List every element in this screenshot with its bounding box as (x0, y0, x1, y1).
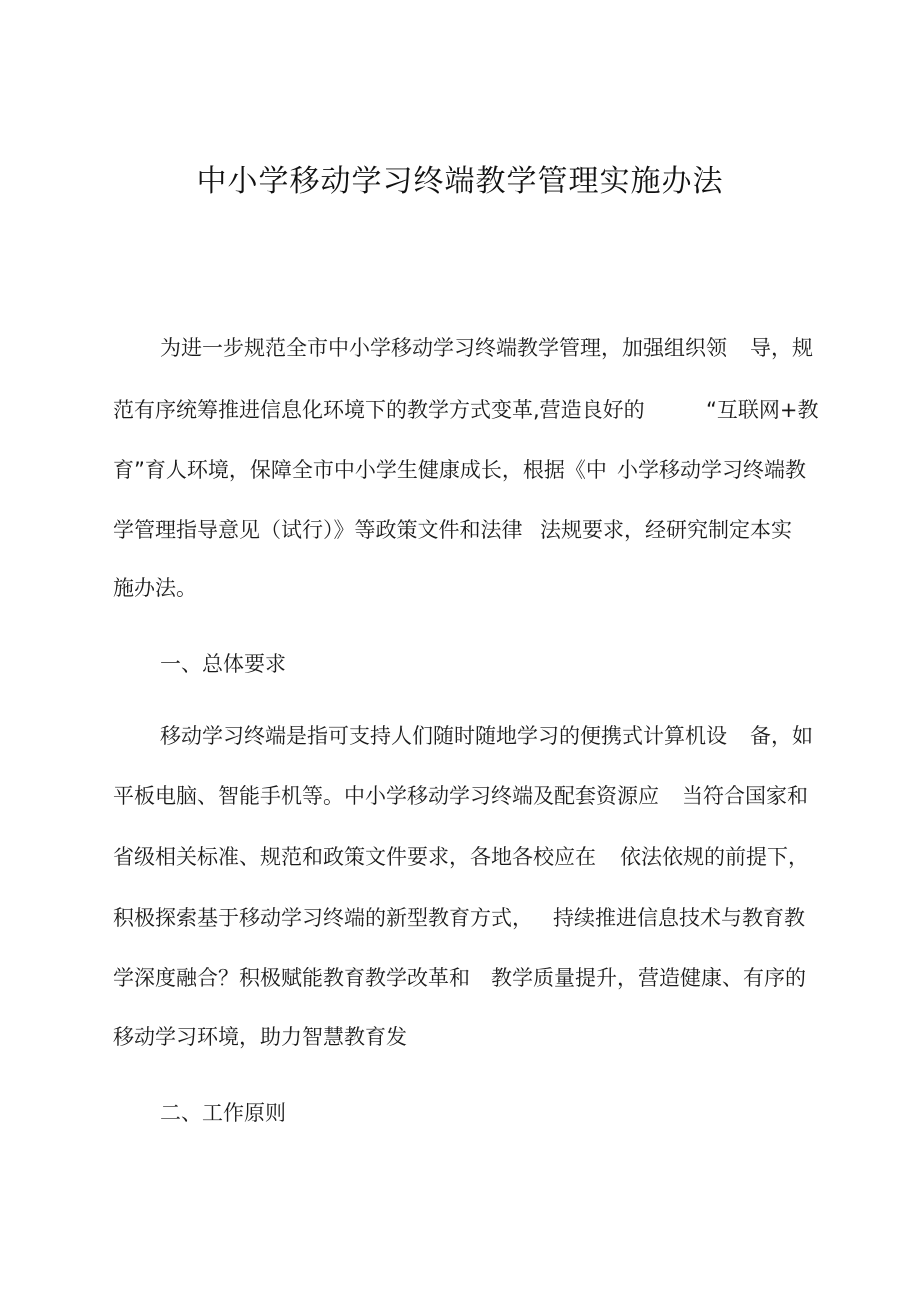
text-segment: 育”育人环境，保障全市中小学生健康成长，根据《中 (113, 458, 607, 482)
text-segment: “互联网+教 (706, 398, 819, 422)
section-heading-text: 二、工作原则 (160, 1101, 286, 1125)
text-segment: 学深度融合？积极赋能教育教学改革和 (113, 966, 470, 990)
text-segment: 当符合国家和 (682, 784, 808, 808)
text-segment: 导，规 (750, 336, 813, 360)
text-segment: 范有序统筹推进信息化环境下的教学方式变革,营造良好的 (113, 398, 645, 422)
text-segment: 移动学习终端是指可支持人们随时随地学习的便携式计算机设 (160, 724, 727, 748)
text-segment: 平板电脑、智能手机等。中小学移动学习终端及配套资源应 (113, 784, 659, 808)
text-segment: 持续推进信息技术与教育教 (553, 906, 805, 930)
document-title: 中小学移动学习终端教学管理实施办法 (196, 164, 724, 199)
section-heading-text: 一、总体要求 (160, 652, 286, 676)
text-segment: 教学质量提升，营造健康、有序的 (491, 966, 806, 990)
text-segment: 移动学习环境，助力智慧教育发 (113, 1025, 407, 1049)
text-segment: 备，如 (750, 724, 813, 748)
text-segment: 法规要求，经研究制定本实 (540, 518, 792, 542)
text-segment: 省级相关标准、规范和政策文件要求，各地各校应在 (113, 845, 596, 869)
text-segment: 积极探索基于移动学习终端的新型教育方式， (113, 906, 533, 930)
text-segment: 施办法。 (113, 576, 197, 600)
text-segment: 小学移动学习终端教 (617, 458, 806, 482)
text-segment: 为进一步规范全市中小学移动学习终端教学管理，加强组织领 (160, 336, 727, 360)
text-segment: 学管理指导意见（试行）》等政策文件和法律 (113, 518, 523, 542)
text-segment: 依法依规的前提下， (620, 845, 809, 869)
